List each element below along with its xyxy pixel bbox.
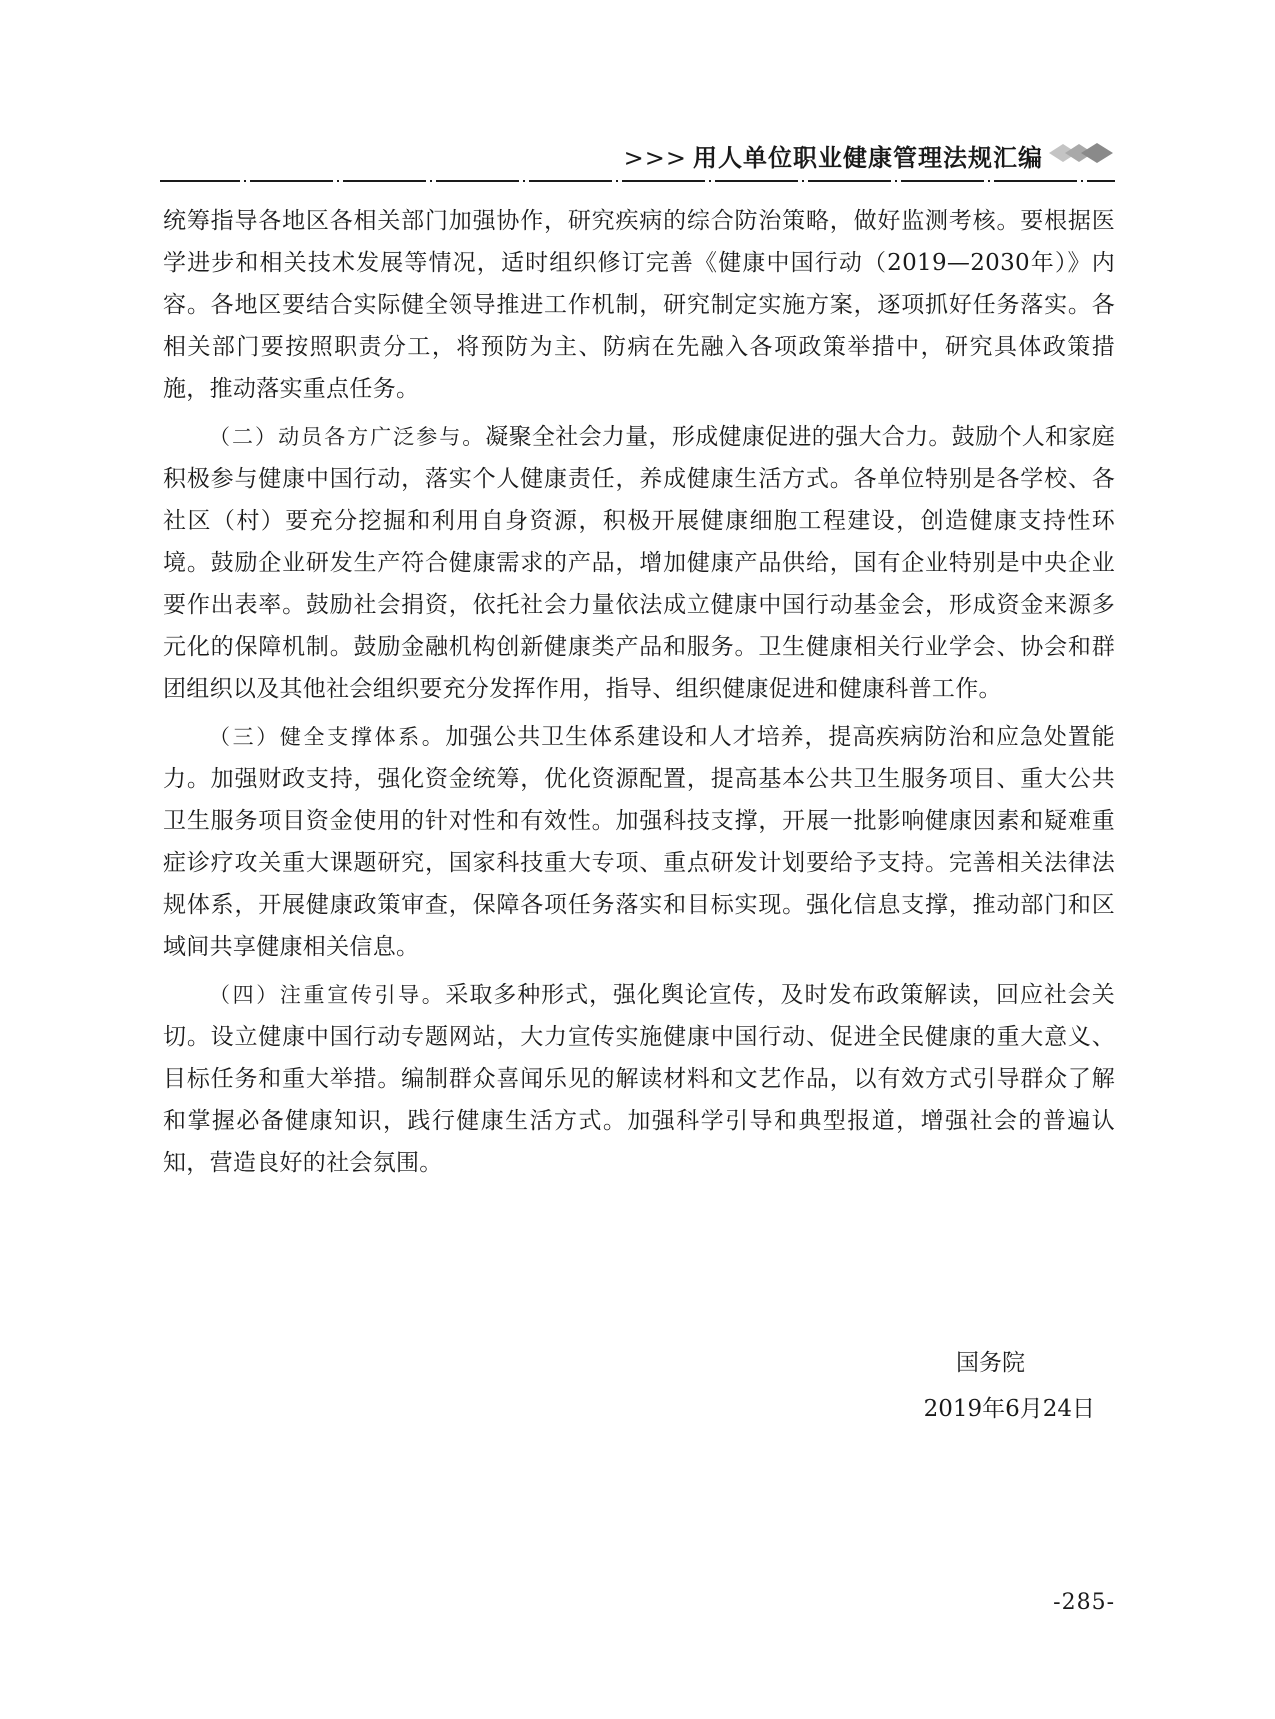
paragraph-text: 统筹指导各地区各相关部门加强协作，研究疾病的综合防治策略，做好监测考核。要根据医学进步和相关技术发展等情况，适时组织修订完善《健康中国行动（2019—2030年）》内容。各地区要结合实际健全领导推进工作机制，研究制定实施方案，逐项抓好任务落实。各相关部门要按照职责分工，将预防为主、防病在先融入各项政策举措中，研究具体政策措施，推动落实重点任务。 [163, 208, 1115, 402]
document-body [163, 200, 1115, 1190]
diamond-ornament-icon [1049, 142, 1115, 164]
section-heading: （三）健全支撑体系。 [209, 725, 446, 749]
paragraph-text: 凝聚全社会力量，形成健康促进的强大合力。鼓励个人和家庭积极参与健康中国行动，落实个人健康责任，养成健康生活方式。各单位特别是各学校、各社区（村）要充分挖掘和利用自身资源，积极开展健康细胞工程建设，创造健康支持性环境。鼓励企业研发生产符合健康需求的产品，增加健康产品供给，国有企业特别是中央企业要作出表率。鼓励社会捐资，依托社会力量依法成立健康中国行动基金会，形成资金来源多元化的保障机制。鼓励金融机构创新健康类产品和服务。卫生健康相关行业学会、协会和群团组织以及其他社会组织要充分发挥作用，指导、组织健康促进和健康科普工作。 [163, 424, 1115, 702]
section-heading: （四）注重宣传引导。 [209, 983, 446, 1007]
running-header-title [624, 138, 1043, 173]
paragraph [163, 974, 1115, 1184]
paragraph-text: 采取多种形式，强化舆论宣传，及时发布政策解读，回应社会关切。设立健康中国行动专题网站，大力宣传实施健康中国行动、促进全民健康的重大意义、目标任务和重大举措。编制群众喜闻乐见的解读材料和文艺作品，以有效方式引导群众了解和掌握必备健康知识，践行健康生活方式。加强科学引导和典型报道，增强社会的普遍认知，营造良好的社会氛围。 [163, 982, 1116, 1176]
paragraph [163, 716, 1115, 968]
header-divider [160, 178, 1115, 184]
running-header [160, 134, 1115, 174]
section-heading: （二）动员各方广泛参与。 [209, 425, 486, 449]
page-number: -285- [1053, 1590, 1115, 1615]
issuing-organization: 国务院 [956, 1350, 1025, 1376]
book-title: 用人单位职业健康管理法规汇编 [693, 144, 1043, 172]
paragraph [163, 200, 1115, 410]
chevrons-icon: >>> [623, 144, 687, 172]
paragraph [163, 416, 1115, 710]
paragraph-text: 加强公共卫生体系建设和人才培养，提高疾病防治和应急处置能力。加强财政支持，强化资金统筹，优化资源配置，提高基本公共卫生服务项目、重大公共卫生服务项目资金使用的针对性和有效性。加强科技支撑，开展一批影响健康因素和疑难重症诊疗攻关重大课题研究，国家科技重大专项、重点研发计划要给予支持。完善相关法律法规体系，开展健康政策审查，保障各项任务落实和目标实现。强化信息支撑，推动部门和区域间共享健康相关信息。 [163, 724, 1116, 960]
issue-date: 2019年6月24日 [923, 1396, 1095, 1422]
signature-block [924, 1340, 1115, 1432]
